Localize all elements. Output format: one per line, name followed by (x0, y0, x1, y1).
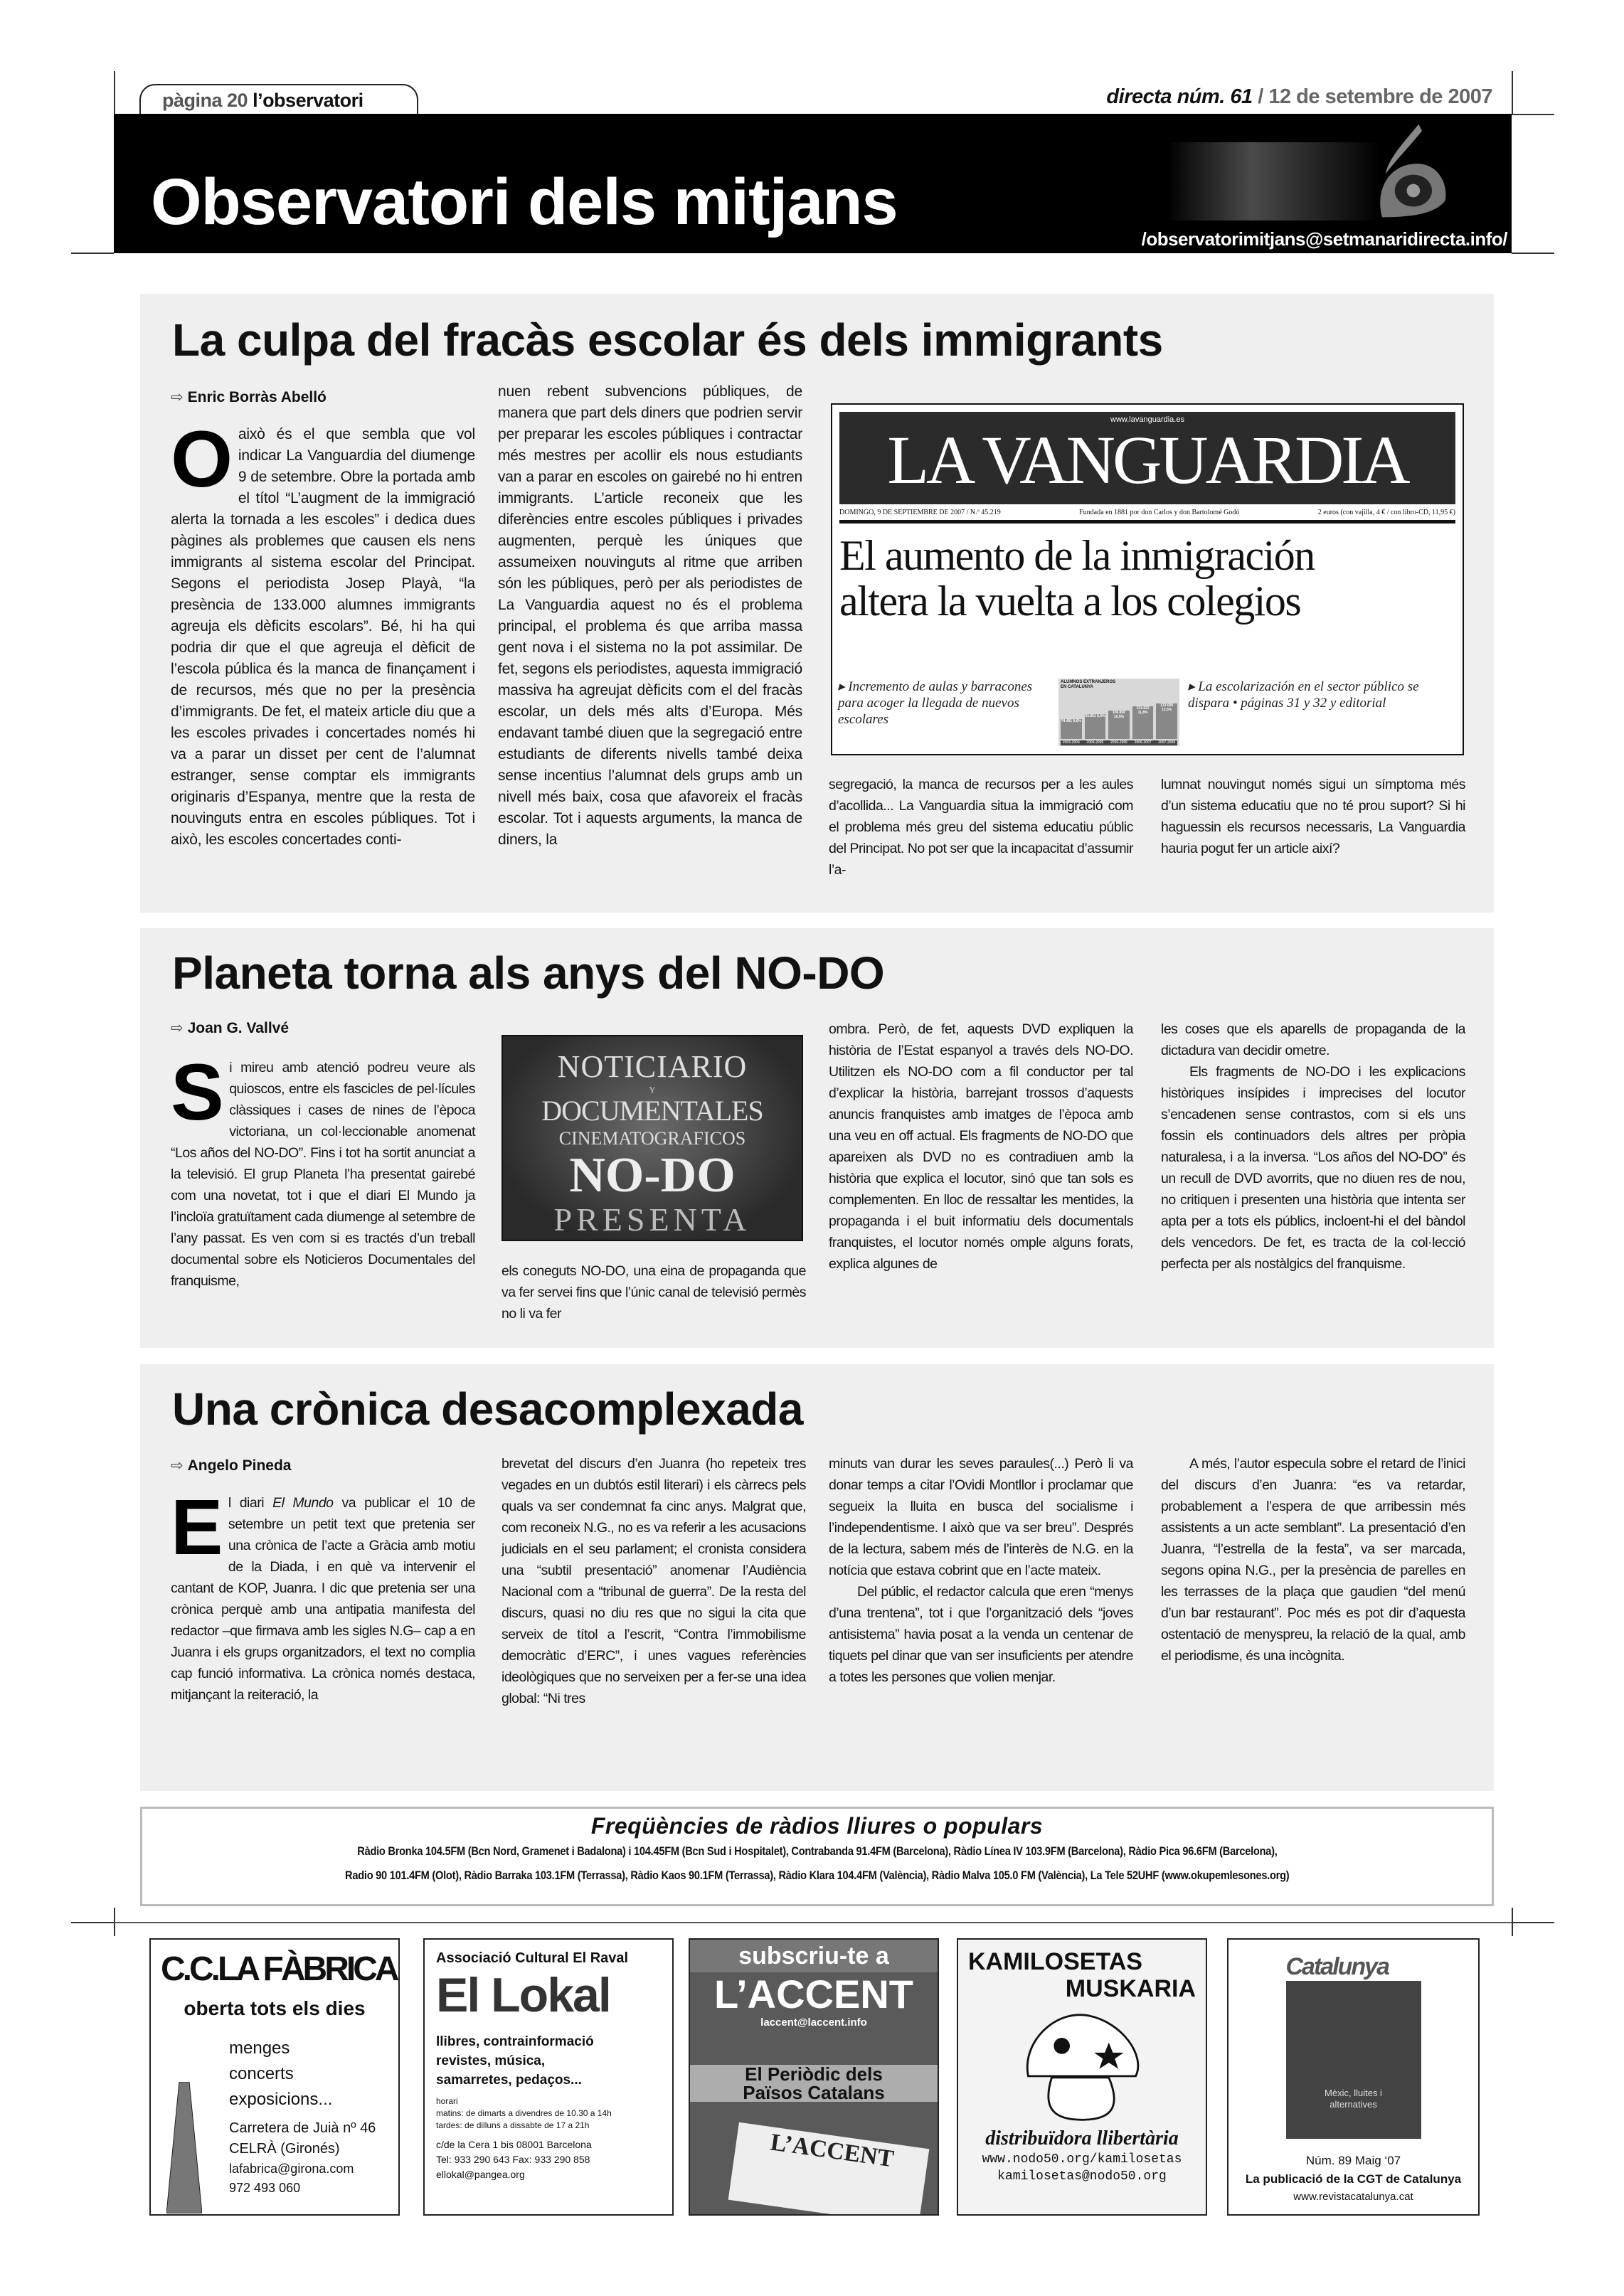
article-column: brevetat del discurs d’en Juanra (ho repeteix tres vegades en un dubtós estil literari) i els càrrecs pels quals va ser condemnat fa cinc anys. Malgrat que, com reconeix N.G., no es va referir a les acusacions judicials en el seu parlament; el cronista considera una “subtil presentació” anomenar l’Audiència Nacional com a “tribunal de guerra”. De la resta del discurs, quasi no diu res que no sigui la cita que serveix de títol a l’escrit, “Contra l’immobilisme democràtic d’ERC”, i unes vagues referències ideològiques que no serveixen per a fer-se una idea global: “Ni tres (501, 1456, 806, 1706)
drop-cap: E (171, 1484, 223, 1571)
ad-contact (436, 2137, 661, 2182)
subhead-text: Incremento de aulas y barracones para acoger la llegada de nuevos escolares (838, 679, 1033, 727)
ad-tagline: oberta tots els dies (184, 1997, 366, 2019)
vanguardia-subhead-left: ▸ Incremento de aulas y barracones para acoger la llegada de nuevos escolares (838, 679, 1033, 727)
author-name: Enric Borràs Abelló (187, 389, 327, 405)
ad-item: exposicions... (229, 2090, 333, 2109)
article-title: Una crònica desacomplexada (172, 1383, 803, 1435)
ad-tagline: distribuïdora llibertària (985, 2127, 1179, 2149)
vanguardia-headline (839, 533, 1315, 624)
author-name: Joan G. Vallvé (187, 1020, 290, 1036)
article-title: Planeta torna als anys del NO-DO (172, 947, 885, 999)
chart-year-label: 2007-2008 (1158, 740, 1176, 745)
ad-email[interactable]: ellokal@pangea.org (436, 2169, 525, 2180)
issue-date: / 12 de setembre de 2007 (1258, 85, 1492, 108)
newspaper-name: El Mundo (272, 1495, 334, 1511)
pointing-hand-icon: ⇨ (171, 1457, 184, 1474)
ad-item: concerts (229, 2064, 294, 2083)
chart-year-label: 2006-2007 (1134, 740, 1152, 745)
divider (114, 1922, 1512, 1923)
article-column (171, 1484, 475, 1706)
crop-mark (1512, 71, 1513, 114)
mushroom-icon (1011, 2002, 1153, 2123)
ad-items (229, 2036, 376, 2198)
column-text: l diari (228, 1495, 273, 1511)
vanguardia-name: LA VANGUARDIA (887, 422, 1408, 498)
column-text: va publicar el 10 de setembre un petit text que pretenia ser una crònica de l’acte a Gràcia amb motiu de la Diada, i en què va intervenir el cantant de KOP, Juanra. I dic que pretenia ser una crònica perquè amb una antipatia manifesta del redactor –que firmava amb les sigles N.G– cap a en Juanra i els grups organitzadors, el text no complia cap funció informativa. La crònica només destaca, mitjançant la reiteració, la (171, 1495, 475, 1703)
cover-text: Mèxic, lluites i alternatives (1325, 2088, 1382, 2110)
ad-el-lokal (423, 1938, 674, 2216)
chart-bar: 133.000 12,5% (1156, 703, 1177, 739)
radio-list-line: Ràdio Bronka 104.5FM (Bcn Nord, Gramenet i Badalona) i 104.45FM (Bcn Sud i Hospitalet), Contrabanda 91.4FM (Barcelona), Ràdio Línea IV 103.9FM (Barcelona), Ràdio Pica 96.6FM (Barcelona), (356, 1844, 1278, 1858)
article-column (1161, 1019, 1465, 1275)
article-title: La culpa del fracàs escolar és dels immigrants (172, 314, 1163, 366)
price: 2 euros (con vajilla, 4 € / con libro-CD, 11,95 €) (1317, 509, 1455, 516)
vanguardia-subhead-right: ▸ La escolarización en el sector público se dispara • páginas 31 y 32 y editorial (1188, 679, 1419, 711)
ad-line: tardes: de dilluns a dissabte de 17 a 21h (436, 2120, 590, 2130)
issue-number: directa núm. 61 (1106, 85, 1253, 108)
crop-mark (114, 71, 115, 114)
ad-la-fabrica (149, 1938, 400, 2216)
column-text: això és el que sembla que vol indicar La Vanguardia del diumenge 9 de setembre. Obre la portada amb el títol “L’augment de la immigració alerta la tornada a les escoles” i dedica dues pàgines als problemes que causen els nens immigrants al sistema escolar del Principat. Segons el periodista Josep Playà, “la presència de 133.000 alumnes immigrants agreuja els dèficits escolars”. Bé, hi ha qui podria dir que el que agreuja el dèficit de l’escola pública és la manca de finançament i de recursos, més que no per la presència d’immigrants. De fet, el mateix article diu que a les escoles privades i concertades només hi va a parar un disset per cent de l’alumnat estranger, sense comptar els immigrants originaris d’Espanya, mentre que la resta de nouvinguts entra en escoles públiques. Tot i això, les escoles concertades conti- (171, 426, 475, 848)
vanguardia-bar-chart (1058, 679, 1179, 746)
crop-mark (1512, 1922, 1554, 1923)
section-banner (114, 114, 1512, 253)
page-number: pàgina 20 (162, 90, 248, 111)
pointing-hand-icon: ⇨ (171, 1020, 184, 1036)
radio-title: Freqüències de ràdios lliures o populars (590, 1813, 1044, 1839)
chart-years (1061, 740, 1177, 745)
vanguardia-url: www.lavanguardia.es (1110, 415, 1184, 424)
banner-email[interactable]: /observatorimitjans@setmanaridirecta.info/ (1141, 228, 1507, 250)
chart-year-label: 2003-2004 (1062, 740, 1080, 745)
image-text: PRESENTA (553, 1201, 751, 1238)
article-column (829, 1453, 1133, 1688)
chart-year-label: 2004-2005 (1086, 740, 1104, 745)
eye-icon (1369, 121, 1455, 220)
ad-title: MUSKARIA (1065, 1975, 1196, 2002)
article-column: nuen rebent subvencions públiques, de manera que part dels diners que podrien servir per preparar les escoles públiques i contractar més mestres per acollir els nous estudiants van a parar en escoles on gairebé no hi entren immigrants. L’article reconeix que les diferències entre escoles públiques i privades augmenten, perquè les úniques que assumeixen nouvinguts al ritme que arriben són les públiques, però per als periodistes de La Vanguardia aquest no és el problema principal, el problema és que arriba massa gent nova i el sistema no la pot assimilar. De fet, segons els periodistes, aquesta immigració massiva ha agreujat dèficits com el del fracàs escolar, un dels més alts d’Europa. Més endavant també diuen que la segregació entre estudiants de diferents nivells també deixa sense incentius l’alumnat dels grups amb un nivell més baix, cosa que afavoreix el fracàs escolar. Tot i aquests arguments, la manca de diners, la (498, 383, 802, 848)
page-tab (139, 84, 418, 115)
ad-email[interactable]: kamilosetas@nodo50.org (997, 2169, 1167, 2184)
ad-email[interactable]: laccent@laccent.info (760, 2016, 867, 2029)
banner-decoration (1167, 142, 1380, 220)
ad-address: Carretera de Juià nº 46 (229, 2120, 376, 2136)
pointing-hand-icon: ⇨ (171, 389, 184, 405)
radio-list-line: Radio 90 101.4FM (Olot), Ràdio Barraka 103.1FM (Terrassa), Ràdio Kaos 90.1FM (Terrassa), Ràdio Klara 104.4FM (València), Ràdio Malva 105.0 FM (València), La Tele 52UHF (www.okupemlesones.org) (344, 1869, 1290, 1882)
ad-revista-catalunya (1227, 1938, 1480, 2216)
banner-title: Observatori dels mitjans (151, 166, 898, 238)
chart-bar: 121.622 11,8% (1132, 706, 1154, 739)
article-byline (171, 388, 327, 406)
article-column: els coneguts NO-DO, una eina de propaganda que va fer servei fins que l’únic canal de televisió permès no li va fer (501, 1263, 806, 1322)
ad-line: revistes, música, (436, 2053, 546, 2068)
ad-tagline: La publicació de la CGT de Catalunya (1245, 2172, 1462, 2186)
article-column (171, 1048, 475, 1292)
ad-item: menges (229, 2039, 290, 2058)
column-text: i mireu amb atenció podreu veure als quioscos, entre els fascicles de pel·lícules clàssiques i cases de nines de l’època victoriana, un col·leccionable anomenat “Los años del NO-DO”. Fins i tot ha sortit anunciat a la televisió. El grup Planeta l’ha presentat gairebé com una novetat, tot i que el diari El Mundo ja l’incloïa gratuïtament cada diumenge al setembre de l’any passat. Es ven com si es tractés d’un treball documental sobre els Noticieros Documentales del franquisme, (171, 1060, 475, 1289)
ad-title: L’ACCENT (714, 1972, 913, 2016)
article-column: segregació, la manca de recursos per a les aules d’acollida... La Vanguardia situa la immigració com el problema més greu del sistema educatiu públic del Principat. No pot ser que la incapacitat d’assumir l’a- (829, 777, 1133, 878)
ad-line: El Periòdic dels (745, 2063, 883, 2085)
section-name: l’observatori (253, 90, 363, 111)
radio-frequencies-box (140, 1807, 1494, 1906)
ad-line: samarretes, pedaços... (436, 2073, 582, 2088)
drop-cap: S (171, 1048, 224, 1137)
image-text: CINEMATOGRAFICOS (558, 1128, 746, 1149)
chart-bars (1061, 695, 1177, 739)
ad-phone: 972 493 060 (229, 2181, 301, 2195)
ad-line: horari (436, 2096, 458, 2106)
subhead-text: La escolarización en el sector público se dispara • páginas 31 y 32 y editorial (1188, 679, 1419, 711)
article-column: ombra. Però, de fet, aquests DVD expliquen la història de l’Estat espanyol a través dels NO-DO. Utilitzen els NO-DO com a fil conductor per tal d’explicar la història, barrejant trossos d’aquests anuncis franquistes amb imatges de l’època amb una veu en off actual. Els fragments de NO-DO que apareixen als DVD no es contradiuen amb la història que explica el locutor, sinó que tan sols es complementen. En lloc de ressaltar les mentides, la propaganda i el buit informatiu dels documentals franquistes, el locutor només omple alguns forats, explica algunes de (829, 1021, 1133, 1272)
ad-tagline (690, 2065, 938, 2102)
paragraph: minuts van durar les seves paraules(...) Però li va donar temps a citar l’Ovidi Montllor i proclamar que segueix la lluita en busca del socialisme i l’independentisme. I això que va ser breu”. Després de la lectura, sabem més de l’interès de N.G. en la notícia que estava cobrint que en l’acte mateix. (829, 1456, 1133, 1578)
image-text: Y (649, 1085, 656, 1095)
chimney-icon (166, 2082, 202, 2213)
paragraph: les coses que els aparells de propaganda de la dictadura van decidir ometre. (1161, 1021, 1465, 1058)
author-name: Angelo Pineda (187, 1457, 292, 1474)
chart-title: ALUMNOS EXTRANJEROS EN CATALUNYA (1061, 680, 1116, 689)
image-text: DOCUMENTALES (541, 1095, 763, 1127)
paragraph: Del públic, el redactor calcula que eren “menys d’una trentena”, tot i que l’organització dels “joves antisistema” havia posat a la venda un centenar de tiquets pel dinar que van ser insuficients per atendre a totes les persones que volien menjar. (829, 1584, 1133, 1685)
ad-line: Països Catalans (743, 2082, 885, 2103)
ad-line: c/de la Cera 1 bis 08001 Barcelona (436, 2139, 592, 2150)
image-text: NO-DO (569, 1148, 736, 1203)
image-text: L’ACCENT (768, 2129, 896, 2173)
la-vanguardia-front-page-image (831, 403, 1464, 755)
ad-kamilosetas (957, 1938, 1207, 2216)
ad-laccent (689, 1938, 939, 2216)
ad-top: subscriu-te a (690, 1940, 938, 1972)
crop-mark (1512, 114, 1554, 115)
paragraph: Els fragments de NO-DO i les explicacions històriques insípides i imprecises del locutor s’encadenen sense contrastos, com si els uns fossin els continuadors dels altres per pròpia naturalesa, i a la inversa. “Los años del NO-DO” és un recull de DVD avorrits, que no diuen res de nou, no critiquen i presenten una història que intenta ser apta per a tots els públics, incloent-hi el del bàndol dels vencedors. De fet, es tracta de la col·lecció perfecta per als nostàlgics del franquisme. (1161, 1064, 1465, 1272)
article-column (1161, 1453, 1465, 1667)
crop-mark (71, 1922, 114, 1923)
article-byline (171, 1457, 291, 1474)
magazine-masthead: Catalunya (1286, 1952, 1421, 1981)
ad-title: KAMILOSETAS (968, 1948, 1142, 1975)
article-byline (171, 1019, 289, 1037)
article-column (171, 415, 475, 851)
ad-url[interactable]: www.revistacatalunya.cat (1293, 2191, 1413, 2203)
issue-info (1106, 85, 1492, 109)
drop-cap: O (171, 415, 233, 504)
chart-bar: 93.851 9,9% (1085, 714, 1106, 739)
ad-url[interactable]: www.nodo50.org/kamilosetas (982, 2152, 1182, 2167)
ad-line: Tel: 933 290 643 Fax: 933 290 858 (436, 2154, 590, 2165)
ad-title: C.C.LA FÀBRICA (161, 1950, 397, 1988)
ad-description (436, 2032, 661, 2090)
chart-bar: 106.850 10,5% (1108, 711, 1130, 739)
nodo-title-card-image (501, 1035, 803, 1241)
ad-line: matins: de dimarts a divendres de 10.30 a 14h (436, 2108, 612, 2118)
crop-mark (1512, 253, 1554, 254)
magazine-cover-image (1286, 1952, 1421, 2139)
founded: Fundada en 1881 por don Carlos y don Bartolomé Godó (1079, 509, 1240, 516)
paragraph: A més, l’autor especula sobre el retard de l’inici del discurs d’en Juanra: “es va retardar, probablement a l’espera de que arribessin més assistents a un acte semblant”. La presentació d’en Juanra, “l’estrella de la festa”, va ser marcada, segons opina N.G., per la presència de parelles en les terrasses de la plaça que gaudien “del menú d’un bar restaurant”. Poc més es pot dir d’aquesta ostentació de menyspreu, la relació de la qual, amb el periodisme, és una incògnita. (1161, 1456, 1465, 1664)
ad-issue: Núm. 89 Maig ‘07 (1305, 2154, 1401, 2167)
headline-line: El aumento de la inmigración (839, 532, 1315, 579)
newspaper-stack-image (728, 2122, 930, 2216)
article-column: lumnat nouvingut només sigui un símptoma més d’un sistema educatiu que no té prou suport? Si hi haguessin els recursos necessaris, La Vanguardia hauria pogut fer un article així? (1161, 777, 1465, 856)
headline-line: altera la vuelta a los colegios (839, 578, 1301, 625)
ad-title: El Lokal (436, 1968, 610, 2022)
image-text: NOTICIARIO (557, 1049, 748, 1084)
chart-bar: 74.491 9,6% (1061, 719, 1082, 739)
vanguardia-masthead (839, 412, 1455, 504)
chart-year-label: 2005-2006 (1110, 740, 1127, 745)
dateline: DOMINGO, 9 DE SEPTIEMBRE DE 2007 / N.º 45.219 (839, 509, 1001, 516)
ad-hours (436, 2095, 661, 2132)
ad-line: llibres, contrainformació (436, 2034, 594, 2049)
ad-assoc: Associació Cultural El Raval (436, 1950, 629, 1966)
vanguardia-dateline (839, 509, 1455, 523)
crop-mark (71, 253, 114, 254)
ad-email[interactable]: lafabrica@girona.com (229, 2162, 354, 2176)
ad-address: CELRÀ (Gironés) (229, 2141, 340, 2157)
